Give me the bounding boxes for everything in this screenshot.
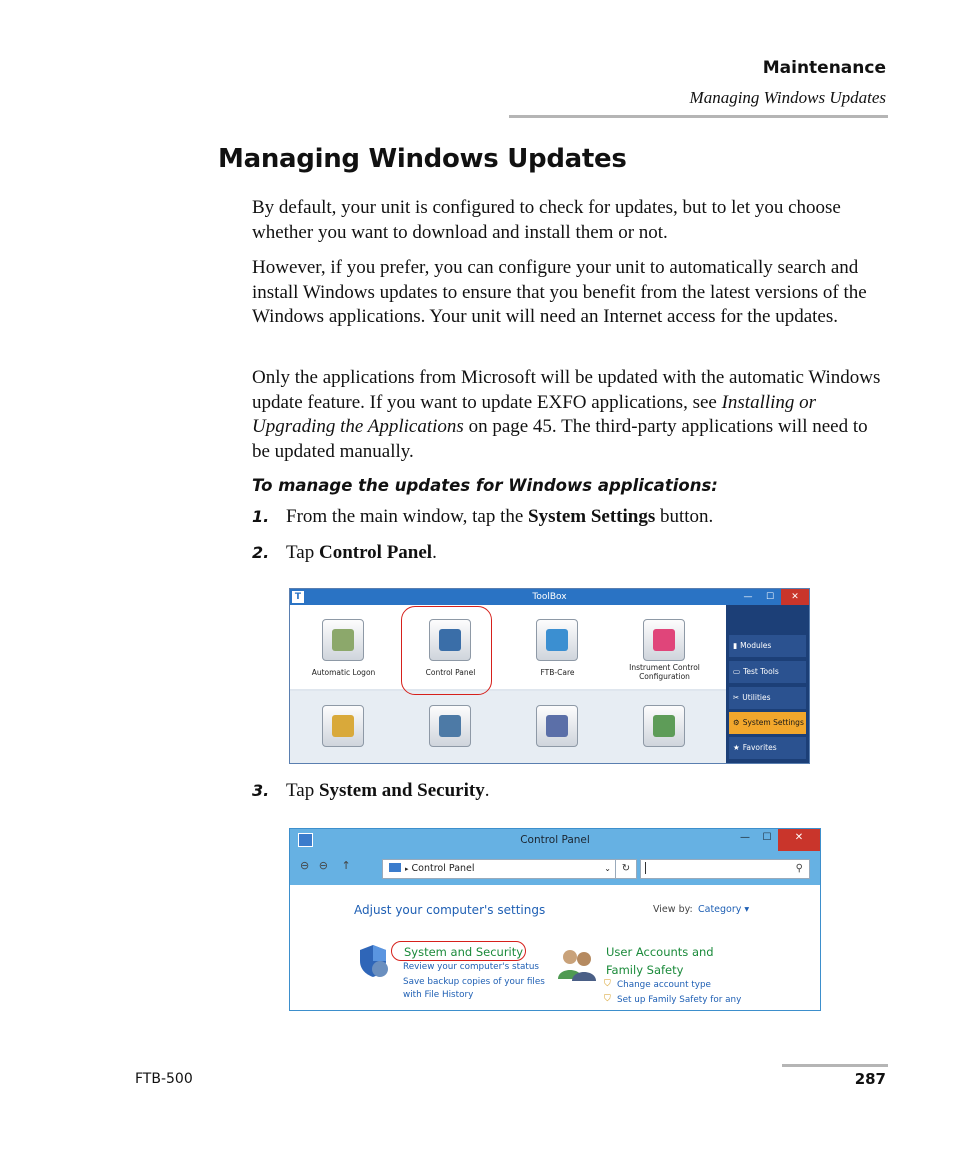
step-number: 1. [252,507,270,526]
step-2 [252,542,437,564]
automatic-logon-icon [322,619,364,661]
remote-desktop-icon [536,705,578,747]
step-bold: System and Security [318,780,485,801]
exfo-logo-icon: T [292,591,304,603]
search-icon[interactable]: ⚲ [795,863,803,874]
breadcrumb-arrow-icon: ▸ [405,865,409,873]
back-arrow-icon[interactable]: ⊖ [300,859,310,872]
paragraph-3-text-b: on page 45. The third-party applications will need to be updated manually. [252,416,868,463]
app-tile-row2[interactable] [611,691,727,764]
address-bar-area [290,851,820,885]
app-label: Instrument Control Configuration [629,663,700,681]
step-1 [252,506,713,528]
step-bold: System Settings [528,506,656,527]
step-text: Tap [286,542,319,563]
system-security-sublink[interactable]: Save backup copies of your files [403,977,545,987]
address-bar[interactable] [382,859,616,879]
sidebar-item-test-tools[interactable] [729,661,806,683]
settings-heading: Adjust your computer's settings [354,903,546,917]
star-icon: ★ [733,743,740,752]
text-cursor [645,862,646,874]
step-number: 3. [252,781,270,800]
step-text: button. [655,506,714,527]
control-panel-app-icon [298,833,313,847]
gear-icon: ⚙ [733,718,740,727]
app-ftb-care[interactable] [504,605,612,689]
sidebar-label: System Settings [742,718,804,727]
app-label: FTB-Care [540,668,575,677]
user-accounts-sublink[interactable]: Change account type [617,980,711,990]
step-text: From the main window, tap the [286,506,529,527]
highlight-ellipse [391,941,526,961]
procedure-title: To manage the updates for Windows applications: [252,476,718,495]
user-accounts-sublink[interactable]: Set up Family Safety for any [617,995,742,1005]
update-icon [429,705,471,747]
step-text: . [432,542,437,563]
maximize-button[interactable]: ☐ [762,832,772,843]
paragraph-3 [252,366,888,465]
view-by-dropdown[interactable]: Category ▾ [698,904,750,915]
refresh-icon[interactable]: ↻ [615,859,637,879]
paragraph-3-text-a: Only the applications from Microsoft will be updated with the automatic Windows update feature. If you want to update EXFO applications, see [252,367,881,413]
address-text: Control Panel [411,863,475,874]
chevron-down-icon[interactable]: ⌄ [604,864,611,873]
window-add-icon [322,705,364,747]
minimize-button[interactable]: — [743,592,753,602]
close-button[interactable]: ✕ [781,589,809,605]
maximize-button[interactable]: ☐ [765,592,775,602]
control-panel-content [296,885,814,1010]
app-instrument-control[interactable] [611,605,727,689]
control-panel-title: Control Panel [520,834,590,846]
system-security-sublink[interactable]: with File History [403,990,474,1000]
page-heading: Managing Windows Updates [218,144,627,174]
minimize-button[interactable]: — [740,832,750,843]
navigation-buttons [300,859,351,872]
sidebar-item-system-settings[interactable] [729,712,806,734]
transfer-icon [643,705,685,747]
app-tile-row2[interactable] [504,691,612,764]
uac-shield-icon: ⛉ [604,994,611,1004]
step-text: Tap [286,780,319,801]
utilities-icon: ✂ [733,693,740,702]
chapter-title: Maintenance [762,58,886,78]
user-accounts-link-line2[interactable]: Family Safety [606,963,684,977]
sidebar-label: Utilities [742,693,771,702]
app-tile-row2[interactable] [290,691,398,764]
system-security-sublink[interactable]: Review your computer's status [403,962,540,972]
close-button[interactable]: ✕ [778,829,820,851]
control-panel-small-icon [389,863,401,872]
sidebar-label: Modules [740,641,772,650]
sidebar-label: Favorites [742,743,777,752]
instrument-control-icon [643,619,685,661]
header-rule [509,115,888,118]
shield-icon [356,943,390,979]
product-name: FTB-500 [135,1071,193,1087]
sidebar-label: Test Tools [743,667,779,676]
sidebar-item-favorites[interactable] [729,737,806,759]
user-accounts-link[interactable]: User Accounts and [606,945,714,959]
paragraph-1: By default, your unit is configured to check for updates, but to let you choose whether you want to download and install them or not. [252,197,841,243]
app-label: Automatic Logon [311,668,376,677]
toolbox-title: ToolBox [532,592,567,602]
toolbox-sidebar [726,605,809,763]
ftb-care-icon [536,619,578,661]
step-3 [252,780,489,802]
control-panel-titlebar [290,829,820,851]
user-accounts-icon [558,947,596,981]
app-label: Control Panel [425,668,476,677]
sidebar-item-utilities[interactable] [729,687,806,709]
view-by-label: View by: [653,904,693,915]
step-bold: Control Panel [318,542,433,563]
toolbox-titlebar [290,589,809,605]
footer-rule [782,1064,888,1067]
app-tile-row2[interactable] [397,691,505,764]
section-subtitle: Managing Windows Updates [689,88,886,107]
step-number: 2. [252,543,270,562]
toolbox-app-grid [290,605,726,763]
system-security-link[interactable]: System and Security [404,945,524,959]
test-tools-icon: ▭ [733,667,741,676]
highlight-circle [401,606,492,695]
uac-shield-icon: ⛉ [604,979,611,989]
paragraph-2: However, if you prefer, you can configure your unit to automatically search and install Windows updates to ensure that you benefit from the latest versions of the Windows applications. Your unit will need an Internet access for the updates. [252,257,867,328]
sidebar-item-modules[interactable] [729,635,806,657]
cross-reference-link[interactable]: Installing or Upgrading the Applications [252,391,817,438]
step-text: . [484,780,490,801]
page-number: 287 [854,1070,886,1088]
modules-icon: ▮ [733,641,738,650]
forward-arrow-icon[interactable]: ⊖ [318,859,328,872]
up-arrow-icon[interactable]: ↑ [341,859,351,872]
toolbox-window [289,588,810,764]
app-automatic-logon[interactable] [290,605,398,689]
search-input[interactable] [640,859,810,879]
control-panel-window [289,828,821,1011]
